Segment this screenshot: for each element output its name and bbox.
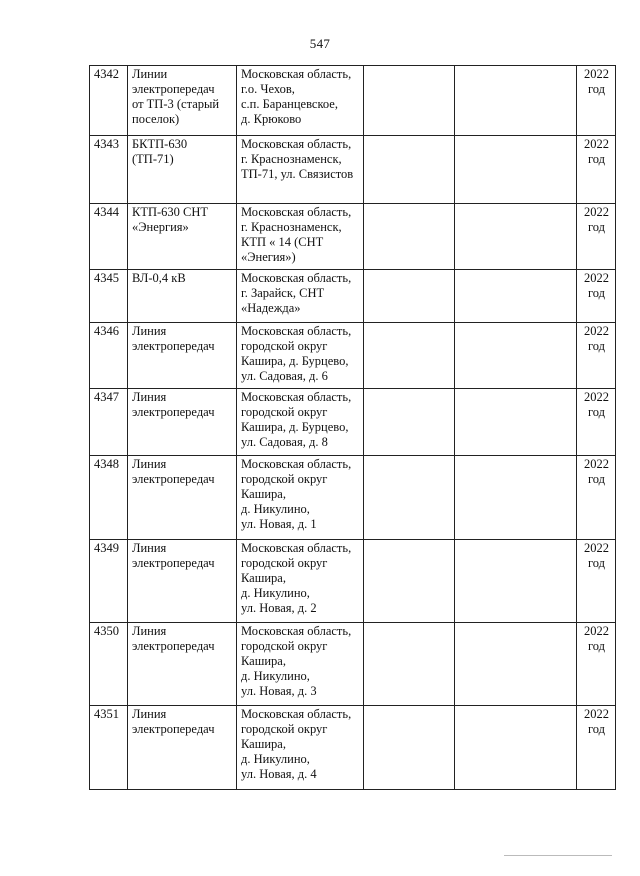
page-number: 547 — [309, 36, 331, 51]
empty-cell — [455, 323, 577, 389]
row-number: 4350 — [90, 623, 128, 706]
object-name: Линия электропередач — [128, 706, 237, 790]
year-cell: 2022 год — [577, 540, 616, 623]
table-row — [90, 389, 616, 456]
empty-cell — [455, 204, 577, 270]
empty-cell — [455, 136, 577, 204]
table-row — [90, 706, 616, 790]
empty-cell — [455, 389, 577, 456]
table-row — [90, 456, 616, 540]
row-number: 4349 — [90, 540, 128, 623]
object-name: Линии электропередач от ТП-3 (старый поселок) — [128, 66, 237, 136]
object-address: Московская область, городской округ Кашира, д. Бурцево, ул. Садовая, д. 8 — [237, 389, 364, 456]
year-cell: 2022 год — [577, 706, 616, 790]
object-address: Московская область, г. Краснознаменск, КТП « 14 (СНТ «Энегия») — [237, 204, 364, 270]
object-address: Московская область, городской округ Кашира, д. Никулино, ул. Новая, д. 2 — [237, 540, 364, 623]
empty-cell — [364, 66, 455, 136]
empty-cell — [364, 623, 455, 706]
table-row — [90, 204, 616, 270]
table-row — [90, 540, 616, 623]
registry-table — [89, 65, 616, 790]
empty-cell — [455, 623, 577, 706]
year-cell: 2022 год — [577, 623, 616, 706]
object-address: Московская область, г.о. Чехов, с.п. Баранцевское, д. Крюково — [237, 66, 364, 136]
row-number: 4348 — [90, 456, 128, 540]
row-number: 4346 — [90, 323, 128, 389]
object-address: Московская область, г. Зарайск, СНТ «Надежда» — [237, 270, 364, 323]
object-name: Линия электропередач — [128, 623, 237, 706]
row-number: 4342 — [90, 66, 128, 136]
year-cell: 2022 год — [577, 456, 616, 540]
empty-cell — [455, 270, 577, 323]
row-number: 4344 — [90, 204, 128, 270]
empty-cell — [364, 323, 455, 389]
object-name: Линия электропередач — [128, 540, 237, 623]
year-cell: 2022 год — [577, 66, 616, 136]
table-row — [90, 66, 616, 136]
table-row — [90, 623, 616, 706]
year-cell: 2022 год — [577, 204, 616, 270]
object-address: Московская область, г. Краснознаменск, ТП-71, ул. Связистов — [237, 136, 364, 204]
object-name: ВЛ-0,4 кВ — [128, 270, 237, 323]
object-address: Московская область, городской округ Кашира, д. Бурцево, ул. Садовая, д. 6 — [237, 323, 364, 389]
empty-cell — [364, 456, 455, 540]
table-row — [90, 270, 616, 323]
year-cell: 2022 год — [577, 136, 616, 204]
empty-cell — [364, 389, 455, 456]
empty-cell — [364, 540, 455, 623]
empty-cell — [364, 706, 455, 790]
object-name: БКТП-630 (ТП-71) — [128, 136, 237, 204]
year-cell: 2022 год — [577, 270, 616, 323]
empty-cell — [364, 136, 455, 204]
scan-edge-line — [504, 855, 612, 856]
empty-cell — [364, 270, 455, 323]
row-number: 4351 — [90, 706, 128, 790]
empty-cell — [455, 540, 577, 623]
object-address: Московская область, городской округ Кашира, д. Никулино, ул. Новая, д. 4 — [237, 706, 364, 790]
row-number: 4343 — [90, 136, 128, 204]
object-name: КТП-630 СНТ «Энергия» — [128, 204, 237, 270]
table-row — [90, 136, 616, 204]
empty-cell — [455, 706, 577, 790]
object-address: Московская область, городской округ Кашира, д. Никулино, ул. Новая, д. 1 — [237, 456, 364, 540]
empty-cell — [364, 204, 455, 270]
year-cell: 2022 год — [577, 389, 616, 456]
year-cell: 2022 год — [577, 323, 616, 389]
empty-cell — [455, 66, 577, 136]
table-row — [90, 323, 616, 389]
row-number: 4347 — [90, 389, 128, 456]
row-number: 4345 — [90, 270, 128, 323]
object-name: Линия электропередач — [128, 456, 237, 540]
object-name: Линия электропередач — [128, 389, 237, 456]
object-address: Московская область, городской округ Кашира, д. Никулино, ул. Новая, д. 3 — [237, 623, 364, 706]
object-name: Линия электропередач — [128, 323, 237, 389]
empty-cell — [455, 456, 577, 540]
